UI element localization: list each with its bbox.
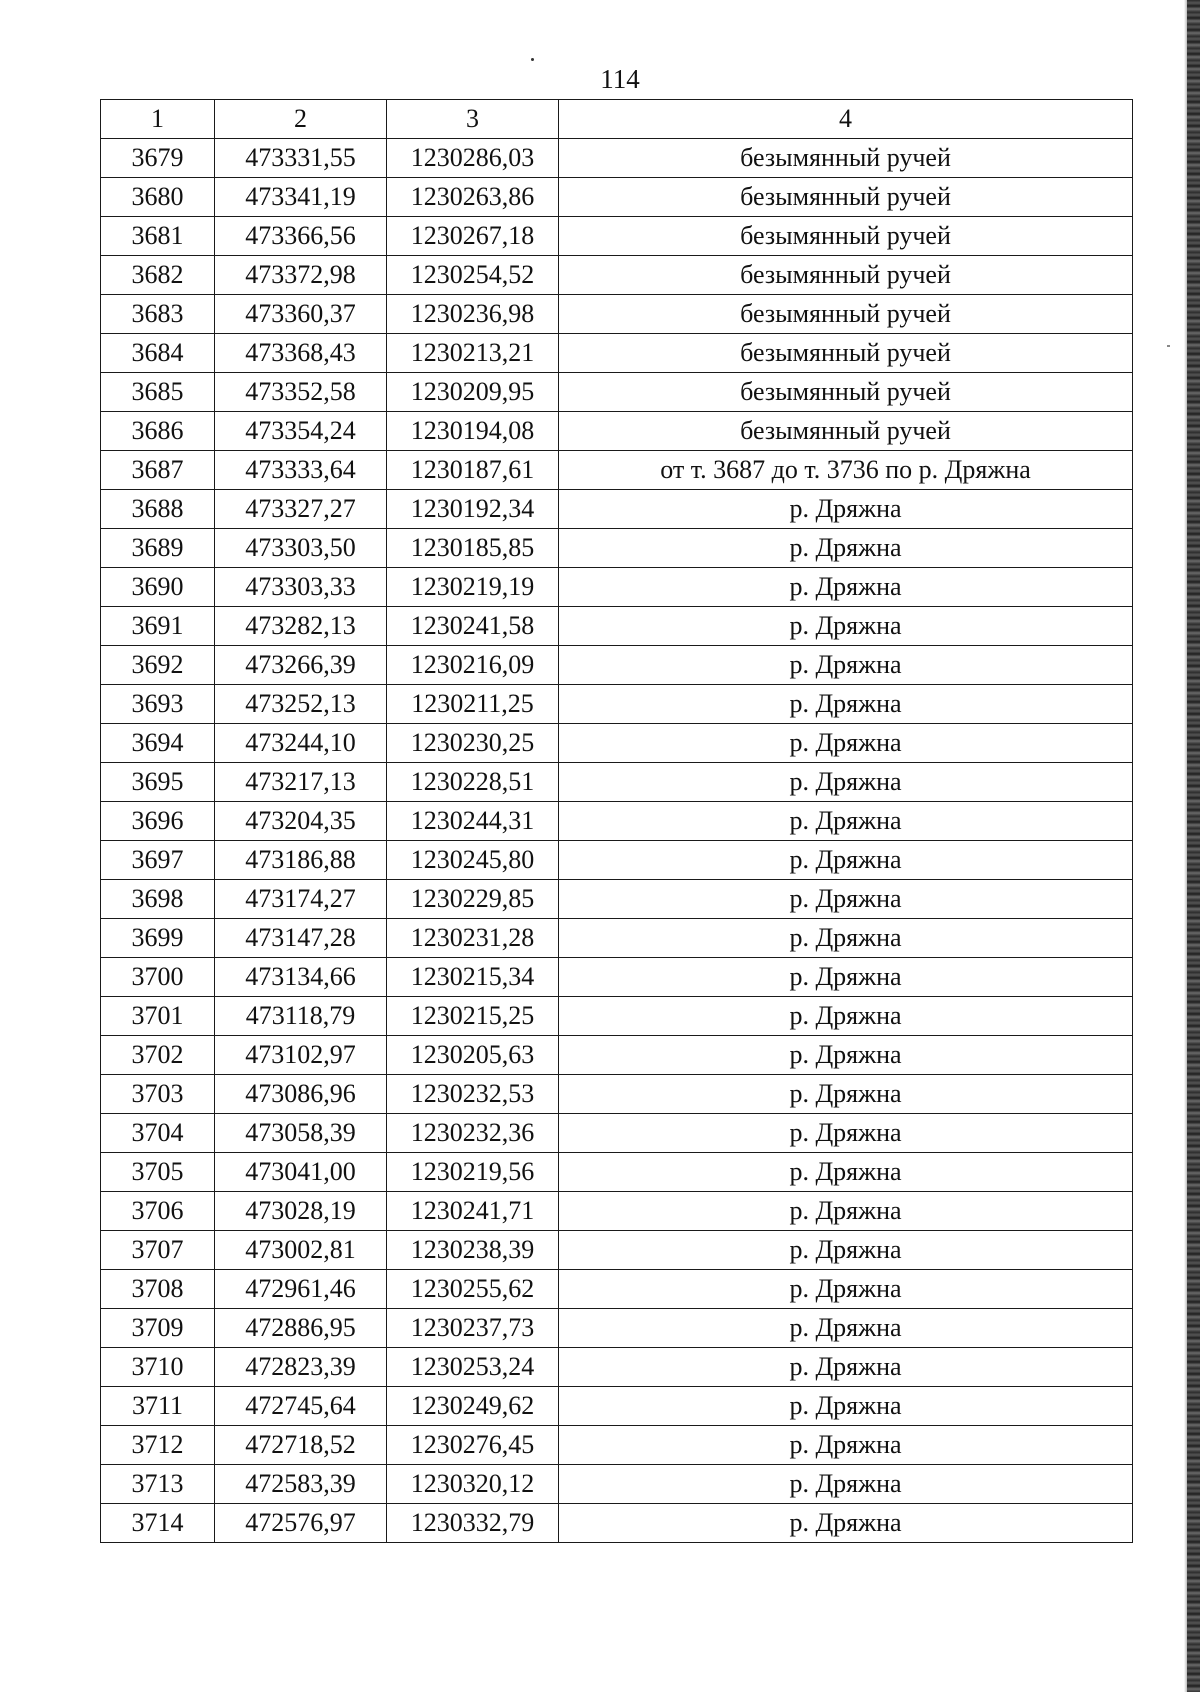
y-coordinate-cell: 1230320,12 xyxy=(387,1465,559,1504)
y-coordinate-cell: 1230253,24 xyxy=(387,1348,559,1387)
description-cell: р. Дряжна xyxy=(559,958,1133,997)
point-number-cell: 3693 xyxy=(101,685,215,724)
x-coordinate-cell: 473366,56 xyxy=(215,217,387,256)
y-coordinate-cell: 1230267,18 xyxy=(387,217,559,256)
y-coordinate-cell: 1230219,56 xyxy=(387,1153,559,1192)
x-coordinate-cell: 472718,52 xyxy=(215,1426,387,1465)
header-col-1: 1 xyxy=(101,100,215,139)
description-cell: р. Дряжна xyxy=(559,529,1133,568)
y-coordinate-cell: 1230249,62 xyxy=(387,1387,559,1426)
page-number: 114 xyxy=(600,64,640,94)
point-number-cell: 3708 xyxy=(101,1270,215,1309)
description-cell: р. Дряжна xyxy=(559,1309,1133,1348)
y-coordinate-cell: 1230241,58 xyxy=(387,607,559,646)
description-cell: безымянный ручей xyxy=(559,139,1133,178)
point-number-cell: 3694 xyxy=(101,724,215,763)
x-coordinate-cell: 473327,27 xyxy=(215,490,387,529)
x-coordinate-cell: 473282,13 xyxy=(215,607,387,646)
description-cell: р. Дряжна xyxy=(559,841,1133,880)
table-row xyxy=(101,139,1133,178)
point-number-cell: 3699 xyxy=(101,919,215,958)
y-coordinate-cell: 1230229,85 xyxy=(387,880,559,919)
y-coordinate-cell: 1230185,85 xyxy=(387,529,559,568)
table-row xyxy=(101,919,1133,958)
point-number-cell: 3690 xyxy=(101,568,215,607)
description-cell: безымянный ручей xyxy=(559,373,1133,412)
x-coordinate-cell: 472583,39 xyxy=(215,1465,387,1504)
x-coordinate-cell: 473372,98 xyxy=(215,256,387,295)
table-row xyxy=(101,1387,1133,1426)
description-cell: р. Дряжна xyxy=(559,490,1133,529)
table-row xyxy=(101,880,1133,919)
table-row xyxy=(101,295,1133,334)
point-number-cell: 3702 xyxy=(101,1036,215,1075)
description-cell: р. Дряжна xyxy=(559,607,1133,646)
y-coordinate-cell: 1230215,34 xyxy=(387,958,559,997)
description-cell: р. Дряжна xyxy=(559,1114,1133,1153)
y-coordinate-cell: 1230216,09 xyxy=(387,646,559,685)
point-number-cell: 3706 xyxy=(101,1192,215,1231)
x-coordinate-cell: 472961,46 xyxy=(215,1270,387,1309)
x-coordinate-cell: 473360,37 xyxy=(215,295,387,334)
y-coordinate-cell: 1230230,25 xyxy=(387,724,559,763)
table-row xyxy=(101,412,1133,451)
y-coordinate-cell: 1230231,28 xyxy=(387,919,559,958)
x-coordinate-cell: 472745,64 xyxy=(215,1387,387,1426)
x-coordinate-cell: 473266,39 xyxy=(215,646,387,685)
scan-artifact-mark xyxy=(1167,345,1170,347)
y-coordinate-cell: 1230219,19 xyxy=(387,568,559,607)
x-coordinate-cell: 473204,35 xyxy=(215,802,387,841)
x-coordinate-cell: 473333,64 xyxy=(215,451,387,490)
coordinates-table xyxy=(100,99,1133,1543)
point-number-cell: 3686 xyxy=(101,412,215,451)
point-number-cell: 3683 xyxy=(101,295,215,334)
point-number-cell: 3687 xyxy=(101,451,215,490)
x-coordinate-cell: 473186,88 xyxy=(215,841,387,880)
y-coordinate-cell: 1230228,51 xyxy=(387,763,559,802)
coordinates-table-container xyxy=(100,99,1132,1543)
y-coordinate-cell: 1230238,39 xyxy=(387,1231,559,1270)
x-coordinate-cell: 473041,00 xyxy=(215,1153,387,1192)
table-row xyxy=(101,958,1133,997)
table-row xyxy=(101,1309,1133,1348)
header-col-3: 3 xyxy=(387,100,559,139)
point-number-cell: 3714 xyxy=(101,1504,215,1543)
scan-artifact-dot xyxy=(531,58,534,61)
description-cell: р. Дряжна xyxy=(559,1504,1133,1543)
table-row xyxy=(101,1114,1133,1153)
x-coordinate-cell: 473086,96 xyxy=(215,1075,387,1114)
description-cell: р. Дряжна xyxy=(559,919,1133,958)
x-coordinate-cell: 473303,50 xyxy=(215,529,387,568)
header-col-2: 2 xyxy=(215,100,387,139)
point-number-cell: 3696 xyxy=(101,802,215,841)
description-cell: р. Дряжна xyxy=(559,1465,1133,1504)
y-coordinate-cell: 1230194,08 xyxy=(387,412,559,451)
y-coordinate-cell: 1230213,21 xyxy=(387,334,559,373)
y-coordinate-cell: 1230255,62 xyxy=(387,1270,559,1309)
description-cell: р. Дряжна xyxy=(559,685,1133,724)
point-number-cell: 3709 xyxy=(101,1309,215,1348)
point-number-cell: 3679 xyxy=(101,139,215,178)
y-coordinate-cell: 1230232,36 xyxy=(387,1114,559,1153)
description-cell: р. Дряжна xyxy=(559,568,1133,607)
table-row xyxy=(101,529,1133,568)
y-coordinate-cell: 1230209,95 xyxy=(387,373,559,412)
description-cell: р. Дряжна xyxy=(559,1192,1133,1231)
y-coordinate-cell: 1230241,71 xyxy=(387,1192,559,1231)
description-cell: р. Дряжна xyxy=(559,646,1133,685)
table-row xyxy=(101,451,1133,490)
x-coordinate-cell: 473354,24 xyxy=(215,412,387,451)
x-coordinate-cell: 473341,19 xyxy=(215,178,387,217)
table-row xyxy=(101,607,1133,646)
description-cell: р. Дряжна xyxy=(559,1231,1133,1270)
y-coordinate-cell: 1230211,25 xyxy=(387,685,559,724)
description-cell: р. Дряжна xyxy=(559,880,1133,919)
table-row xyxy=(101,763,1133,802)
point-number-cell: 3685 xyxy=(101,373,215,412)
y-coordinate-cell: 1230237,73 xyxy=(387,1309,559,1348)
y-coordinate-cell: 1230332,79 xyxy=(387,1504,559,1543)
y-coordinate-cell: 1230236,98 xyxy=(387,295,559,334)
point-number-cell: 3698 xyxy=(101,880,215,919)
table-row xyxy=(101,178,1133,217)
y-coordinate-cell: 1230192,34 xyxy=(387,490,559,529)
x-coordinate-cell: 473303,33 xyxy=(215,568,387,607)
description-cell: р. Дряжна xyxy=(559,1426,1133,1465)
table-row xyxy=(101,1036,1133,1075)
point-number-cell: 3707 xyxy=(101,1231,215,1270)
table-row xyxy=(101,1270,1133,1309)
header-col-4: 4 xyxy=(559,100,1133,139)
description-cell: р. Дряжна xyxy=(559,1270,1133,1309)
x-coordinate-cell: 473102,97 xyxy=(215,1036,387,1075)
point-number-cell: 3681 xyxy=(101,217,215,256)
point-number-cell: 3692 xyxy=(101,646,215,685)
x-coordinate-cell: 472576,97 xyxy=(215,1504,387,1543)
description-cell: р. Дряжна xyxy=(559,997,1133,1036)
x-coordinate-cell: 473331,55 xyxy=(215,139,387,178)
point-number-cell: 3703 xyxy=(101,1075,215,1114)
x-coordinate-cell: 473217,13 xyxy=(215,763,387,802)
x-coordinate-cell: 473352,58 xyxy=(215,373,387,412)
table-row xyxy=(101,802,1133,841)
table-row xyxy=(101,1153,1133,1192)
table-row xyxy=(101,373,1133,412)
x-coordinate-cell: 473368,43 xyxy=(215,334,387,373)
y-coordinate-cell: 1230205,63 xyxy=(387,1036,559,1075)
point-number-cell: 3680 xyxy=(101,178,215,217)
y-coordinate-cell: 1230263,86 xyxy=(387,178,559,217)
point-number-cell: 3705 xyxy=(101,1153,215,1192)
description-cell: р. Дряжна xyxy=(559,763,1133,802)
point-number-cell: 3704 xyxy=(101,1114,215,1153)
point-number-cell: 3711 xyxy=(101,1387,215,1426)
y-coordinate-cell: 1230245,80 xyxy=(387,841,559,880)
scan-edge-border xyxy=(1187,0,1200,1692)
point-number-cell: 3684 xyxy=(101,334,215,373)
description-cell: безымянный ручей xyxy=(559,295,1133,334)
description-cell: р. Дряжна xyxy=(559,1075,1133,1114)
description-cell: р. Дряжна xyxy=(559,724,1133,763)
y-coordinate-cell: 1230276,45 xyxy=(387,1426,559,1465)
description-cell: безымянный ручей xyxy=(559,217,1133,256)
x-coordinate-cell: 473174,27 xyxy=(215,880,387,919)
description-cell: р. Дряжна xyxy=(559,802,1133,841)
y-coordinate-cell: 1230187,61 xyxy=(387,451,559,490)
table-row xyxy=(101,217,1133,256)
point-number-cell: 3689 xyxy=(101,529,215,568)
point-number-cell: 3691 xyxy=(101,607,215,646)
x-coordinate-cell: 473147,28 xyxy=(215,919,387,958)
description-cell: р. Дряжна xyxy=(559,1036,1133,1075)
y-coordinate-cell: 1230244,31 xyxy=(387,802,559,841)
y-coordinate-cell: 1230286,03 xyxy=(387,139,559,178)
table-row xyxy=(101,685,1133,724)
description-cell: р. Дряжна xyxy=(559,1387,1133,1426)
table-header-row xyxy=(101,100,1133,139)
point-number-cell: 3697 xyxy=(101,841,215,880)
x-coordinate-cell: 473118,79 xyxy=(215,997,387,1036)
x-coordinate-cell: 473252,13 xyxy=(215,685,387,724)
table-row xyxy=(101,568,1133,607)
table-row xyxy=(101,1231,1133,1270)
table-row xyxy=(101,490,1133,529)
y-coordinate-cell: 1230232,53 xyxy=(387,1075,559,1114)
y-coordinate-cell: 1230215,25 xyxy=(387,997,559,1036)
x-coordinate-cell: 472886,95 xyxy=(215,1309,387,1348)
point-number-cell: 3688 xyxy=(101,490,215,529)
table-row xyxy=(101,646,1133,685)
point-number-cell: 3713 xyxy=(101,1465,215,1504)
description-cell: от т. 3687 до т. 3736 по р. Дряжна xyxy=(559,451,1133,490)
x-coordinate-cell: 473058,39 xyxy=(215,1114,387,1153)
x-coordinate-cell: 473134,66 xyxy=(215,958,387,997)
table-row xyxy=(101,256,1133,295)
table-row xyxy=(101,1426,1133,1465)
table-row xyxy=(101,334,1133,373)
point-number-cell: 3710 xyxy=(101,1348,215,1387)
x-coordinate-cell: 472823,39 xyxy=(215,1348,387,1387)
description-cell: безымянный ручей xyxy=(559,178,1133,217)
table-row xyxy=(101,724,1133,763)
table-row xyxy=(101,997,1133,1036)
description-cell: безымянный ручей xyxy=(559,256,1133,295)
x-coordinate-cell: 473244,10 xyxy=(215,724,387,763)
description-cell: р. Дряжна xyxy=(559,1348,1133,1387)
description-cell: р. Дряжна xyxy=(559,1153,1133,1192)
table-row xyxy=(101,1192,1133,1231)
table-row xyxy=(101,1348,1133,1387)
point-number-cell: 3695 xyxy=(101,763,215,802)
table-row xyxy=(101,1075,1133,1114)
description-cell: безымянный ручей xyxy=(559,334,1133,373)
point-number-cell: 3712 xyxy=(101,1426,215,1465)
x-coordinate-cell: 473002,81 xyxy=(215,1231,387,1270)
table-row xyxy=(101,841,1133,880)
table-body xyxy=(101,139,1133,1543)
y-coordinate-cell: 1230254,52 xyxy=(387,256,559,295)
point-number-cell: 3700 xyxy=(101,958,215,997)
x-coordinate-cell: 473028,19 xyxy=(215,1192,387,1231)
point-number-cell: 3701 xyxy=(101,997,215,1036)
description-cell: безымянный ручей xyxy=(559,412,1133,451)
point-number-cell: 3682 xyxy=(101,256,215,295)
table-row xyxy=(101,1504,1133,1543)
table-row xyxy=(101,1465,1133,1504)
